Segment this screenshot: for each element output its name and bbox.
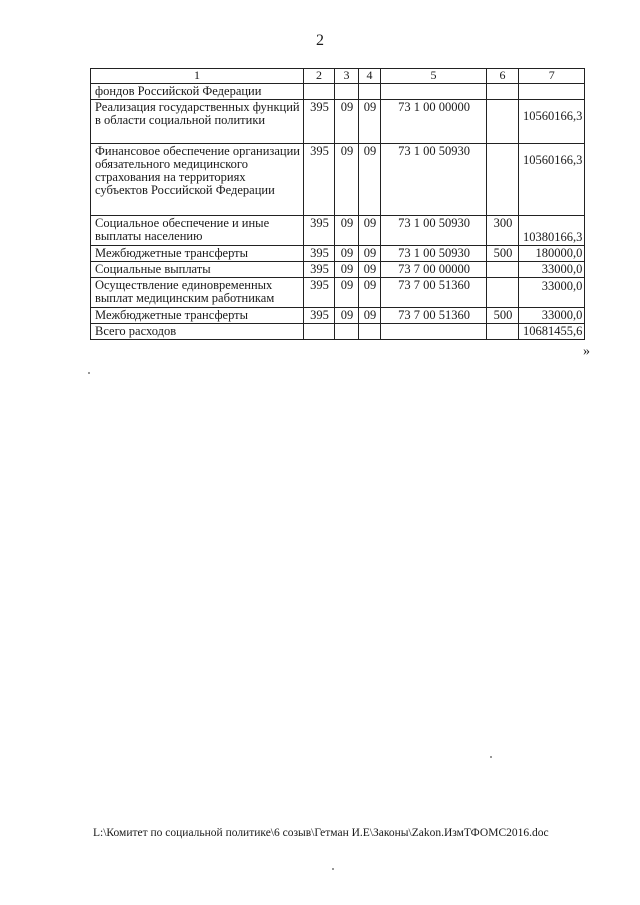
scan-speck <box>332 868 334 870</box>
table-row <box>91 278 585 308</box>
row-amount <box>519 84 585 100</box>
row-grbs: 395 <box>304 100 335 144</box>
row-subsection <box>359 324 381 340</box>
row-section: 09 <box>335 262 359 278</box>
budget-table <box>90 68 585 340</box>
row-amount: 33000,0 <box>519 308 585 324</box>
header-cell-5: 5 <box>381 69 487 84</box>
row-grbs: 395 <box>304 216 335 246</box>
total-label: Всего расходов <box>91 324 304 340</box>
row-expense-type <box>487 262 519 278</box>
row-subsection: 09 <box>359 216 381 246</box>
row-section: 09 <box>335 308 359 324</box>
row-name: Социальные выплаты <box>91 262 304 278</box>
row-section: 09 <box>335 246 359 262</box>
row-section: 09 <box>335 216 359 246</box>
row-target-article: 73 1 00 50930 <box>381 246 487 262</box>
row-amount: 10560166,3 <box>519 144 585 216</box>
page-number: 2 <box>316 32 324 49</box>
row-expense-type <box>487 278 519 308</box>
row-subsection: 09 <box>359 144 381 216</box>
header-cell-1: 1 <box>91 69 304 84</box>
row-expense-type <box>487 324 519 340</box>
row-expense-type <box>487 144 519 216</box>
row-grbs <box>304 84 335 100</box>
row-subsection: 09 <box>359 100 381 144</box>
scan-speck <box>88 372 90 374</box>
closing-quote: » <box>583 344 590 359</box>
row-name: Финансовое обеспечение организации обязательного медицинского страхования на территориях субъектов Российской Федерации <box>91 144 304 216</box>
table-total-row <box>91 324 585 340</box>
row-grbs: 395 <box>304 262 335 278</box>
table-row <box>91 100 585 144</box>
row-expense-type: 500 <box>487 308 519 324</box>
row-amount: 10560166,3 <box>519 100 585 144</box>
row-expense-type <box>487 84 519 100</box>
row-target-article: 73 1 00 50930 <box>381 144 487 216</box>
total-amount: 10681455,6 <box>519 324 585 340</box>
row-grbs: 395 <box>304 246 335 262</box>
header-cell-6: 6 <box>487 69 519 84</box>
row-target-article: 73 7 00 51360 <box>381 278 487 308</box>
row-expense-type <box>487 100 519 144</box>
row-target-article: 73 7 00 00000 <box>381 262 487 278</box>
table-row <box>91 144 585 216</box>
table-row <box>91 246 585 262</box>
row-grbs: 395 <box>304 144 335 216</box>
row-section: 09 <box>335 144 359 216</box>
header-cell-2: 2 <box>304 69 335 84</box>
row-expense-type: 300 <box>487 216 519 246</box>
scan-speck <box>490 756 492 758</box>
row-subsection: 09 <box>359 308 381 324</box>
row-amount: 180000,0 <box>519 246 585 262</box>
row-amount: 10380166,3 <box>519 216 585 246</box>
table-row <box>91 262 585 278</box>
row-subsection: 09 <box>359 262 381 278</box>
row-section <box>335 324 359 340</box>
footer-file-path: L:\Комитет по социальной политике\6 созыв\Гетман И.Е\Законы\Zakon.ИзмТФОМС2016.doc <box>93 827 549 839</box>
table-header-row <box>91 69 585 84</box>
row-target-article: 73 7 00 51360 <box>381 308 487 324</box>
row-target-article <box>381 324 487 340</box>
row-name: Осуществление единовременных выплат медицинским работникам <box>91 278 304 308</box>
row-name: Социальное обеспечение и иные выплаты населению <box>91 216 304 246</box>
table-row <box>91 308 585 324</box>
header-cell-4: 4 <box>359 69 381 84</box>
row-amount: 33000,0 <box>519 278 585 308</box>
header-cell-7: 7 <box>519 69 585 84</box>
row-target-article <box>381 84 487 100</box>
row-name: Реализация государственных функций в области социальной политики <box>91 100 304 144</box>
row-amount: 33000,0 <box>519 262 585 278</box>
header-cell-3: 3 <box>335 69 359 84</box>
row-name: Межбюджетные трансферты <box>91 308 304 324</box>
row-grbs: 395 <box>304 278 335 308</box>
row-section <box>335 84 359 100</box>
row-target-article: 73 1 00 00000 <box>381 100 487 144</box>
table-row <box>91 84 585 100</box>
row-name: фондов Российской Федерации <box>91 84 304 100</box>
row-grbs <box>304 324 335 340</box>
row-target-article: 73 1 00 50930 <box>381 216 487 246</box>
row-name: Межбюджетные трансферты <box>91 246 304 262</box>
row-grbs: 395 <box>304 308 335 324</box>
row-section: 09 <box>335 100 359 144</box>
row-section: 09 <box>335 278 359 308</box>
row-expense-type: 500 <box>487 246 519 262</box>
row-subsection <box>359 84 381 100</box>
table-row <box>91 216 585 246</box>
row-subsection: 09 <box>359 246 381 262</box>
row-subsection: 09 <box>359 278 381 308</box>
